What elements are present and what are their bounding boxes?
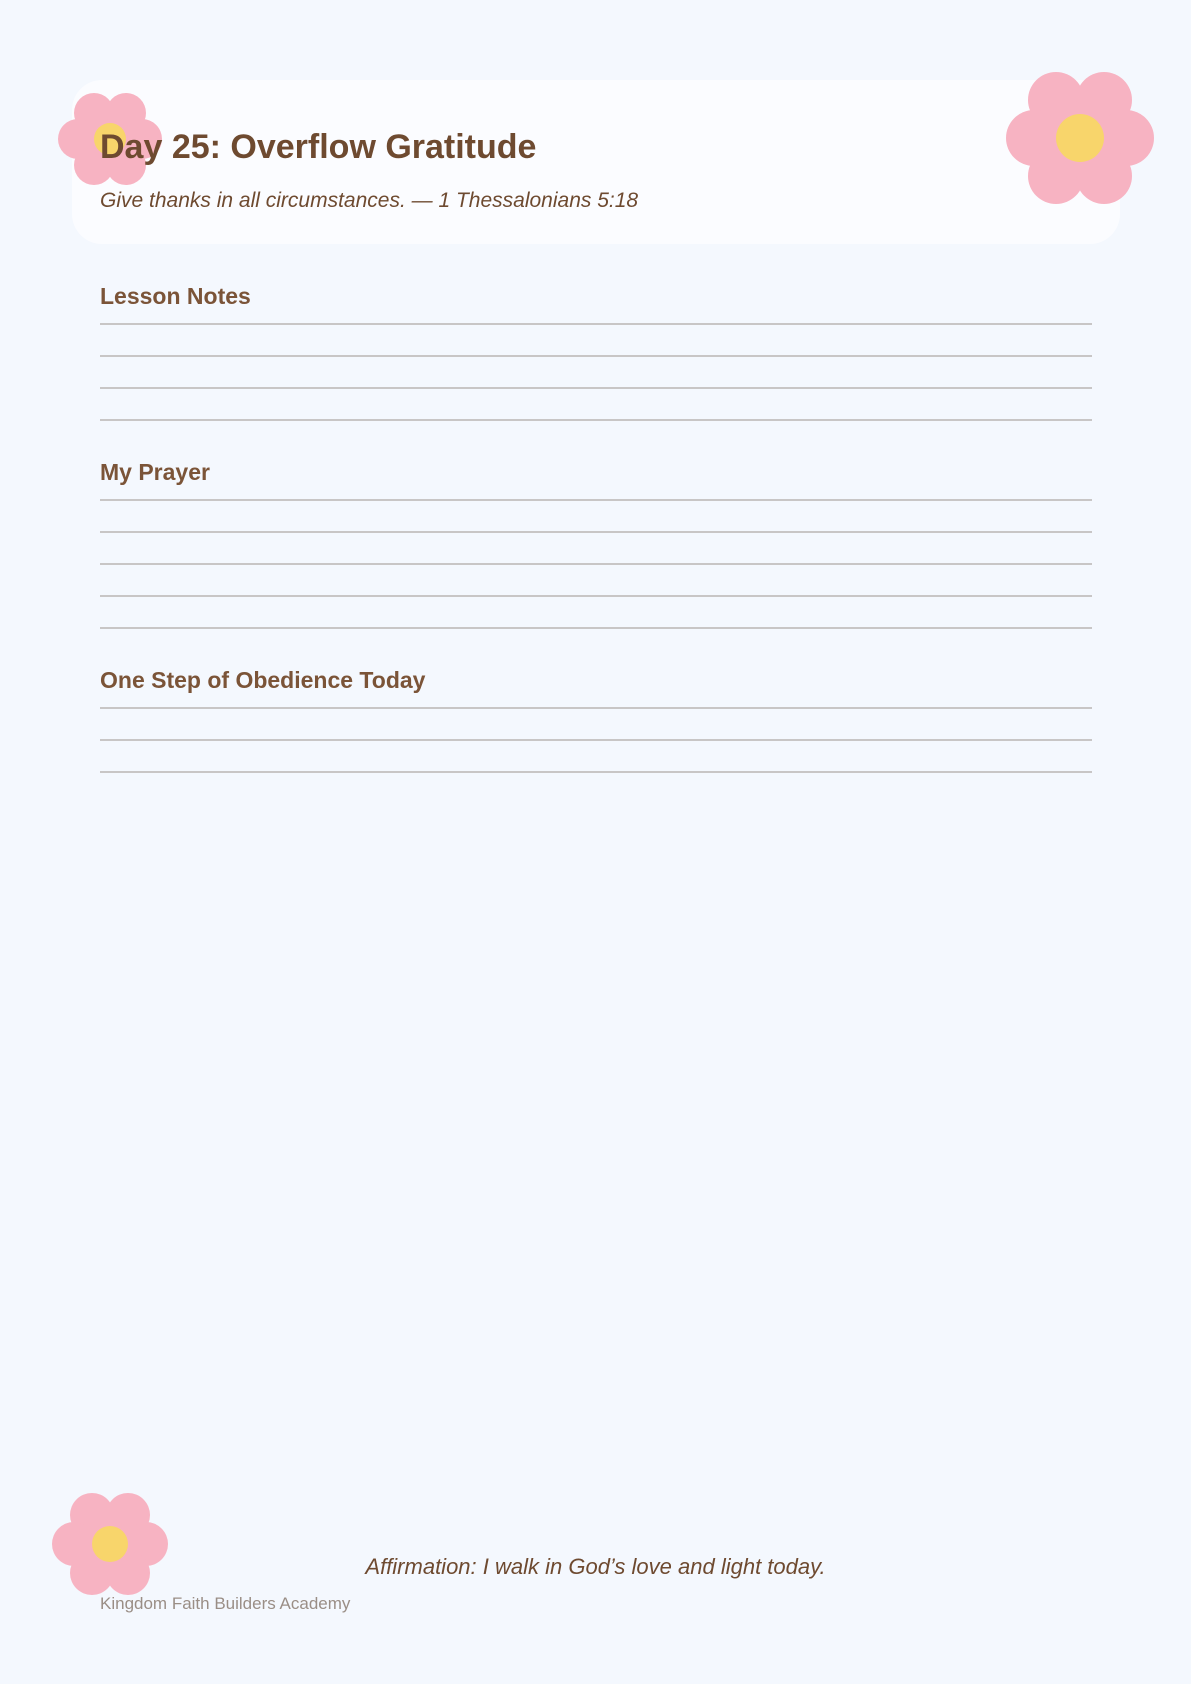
affirmation-text: Affirmation: I walk in God’s love and light today. — [365, 1554, 826, 1579]
flower-icon — [1004, 68, 1156, 208]
writing-line[interactable] — [100, 499, 1092, 501]
writing-line[interactable] — [100, 563, 1092, 565]
flower-icon — [50, 1490, 170, 1598]
writing-line[interactable] — [100, 387, 1092, 389]
writing-line[interactable] — [100, 595, 1092, 597]
writing-line[interactable] — [100, 627, 1092, 629]
scripture-verse: Give thanks in all circumstances. — 1 Thessalonians 5:18 — [100, 189, 639, 212]
writing-line[interactable] — [100, 771, 1092, 773]
section-heading: Lesson Notes — [100, 283, 251, 309]
section-heading: My Prayer — [100, 459, 210, 485]
writing-line[interactable] — [100, 531, 1092, 533]
writing-line[interactable] — [100, 707, 1092, 709]
writing-line[interactable] — [100, 419, 1092, 421]
writing-line[interactable] — [100, 323, 1092, 325]
writing-line[interactable] — [100, 355, 1092, 357]
section-obedience-step — [100, 667, 1092, 775]
section-my-prayer — [100, 459, 1092, 631]
writing-line[interactable] — [100, 739, 1092, 741]
page-title: Day 25: Overflow Gratitude — [100, 128, 537, 166]
footer-organization: Kingdom Faith Builders Academy — [100, 1594, 351, 1613]
section-heading: One Step of Obedience Today — [100, 667, 426, 693]
section-lesson-notes — [100, 283, 1092, 423]
